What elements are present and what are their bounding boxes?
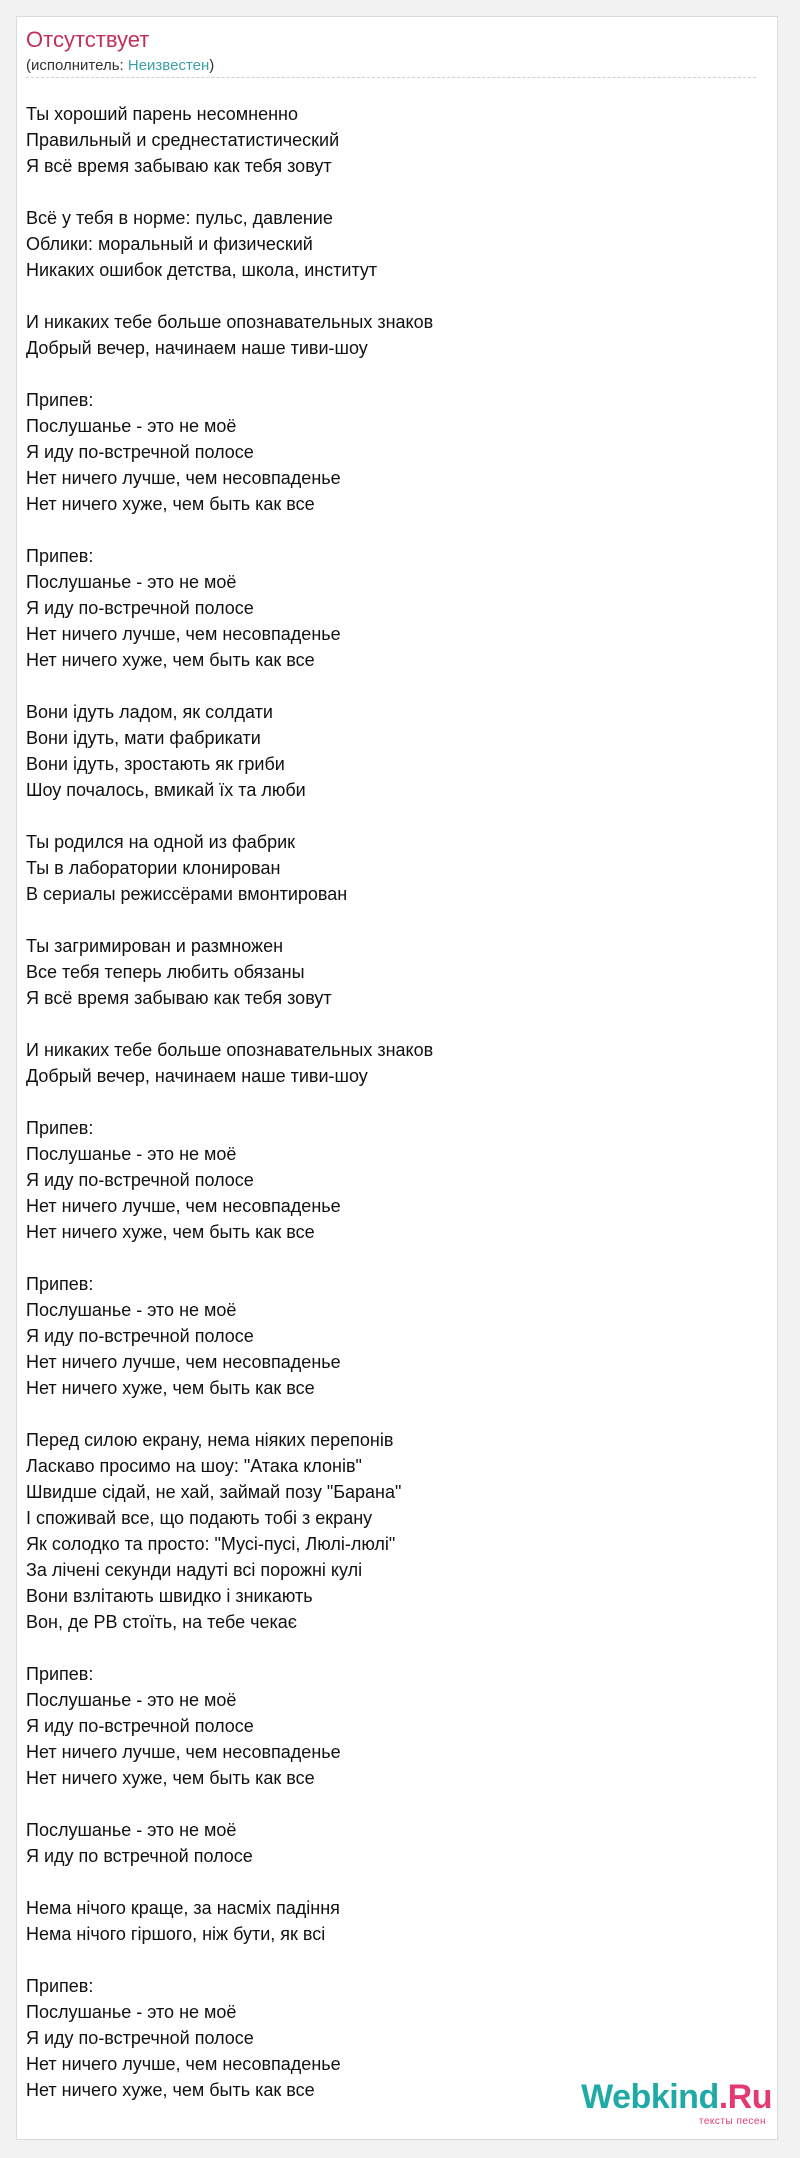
lyrics-line: Припев:: [26, 1274, 94, 1294]
lyrics-line: Я иду по встречной полосе: [26, 1846, 253, 1866]
lyrics-line: Вони ідуть, зростають як гриби: [26, 754, 285, 774]
header-divider: [26, 77, 756, 78]
lyrics-line: Вони ідуть ладом, як солдати: [26, 702, 273, 722]
lyrics-stanza: [26, 1115, 756, 1245]
lyrics-line: Я иду по-встречной полосе: [26, 442, 254, 462]
lyrics-line: Вон, де РВ стоїть, на тебе чекає: [26, 1612, 297, 1632]
lyrics-line: Припев:: [26, 1664, 94, 1684]
lyrics-line: Я всё время забываю как тебя зовут: [26, 156, 332, 176]
lyrics-line: Ты в лаборатории клонирован: [26, 858, 281, 878]
lyrics-line: Ты хороший парень несомненно: [26, 104, 299, 124]
lyrics-line: Добрый вечер, начинаем наше тиви-шоу: [26, 1066, 368, 1086]
lyrics-line: Перед силою екрану, нема ніяких перепонів: [26, 1430, 394, 1450]
lyrics-line: Вони ідуть, мати фабрикати: [26, 728, 261, 748]
lyrics-stanza: [26, 101, 756, 179]
lyrics-stanza: [26, 1817, 756, 1869]
lyrics-line: Нет ничего лучше, чем несовпаденье: [26, 624, 341, 644]
lyrics-stanza: [26, 543, 756, 673]
lyrics-stanza: [26, 1895, 756, 1947]
lyrics-line: І споживай все, що подають тобі з екрану: [26, 1508, 373, 1528]
lyrics-stanza: [26, 309, 756, 361]
lyrics-body: [26, 101, 756, 2129]
lyrics-line: Вони взлітають швидко і зникають: [26, 1586, 313, 1606]
lyrics-line: Як солодко та просто: "Мусі-пусі, Люлі-люлі": [26, 1534, 396, 1554]
logo-tagline: тексты песен: [698, 2116, 766, 2127]
artist-line: [26, 56, 214, 76]
lyrics-line: Я иду по-встречной полосе: [26, 2028, 254, 2048]
lyrics-line: Нет ничего лучше, чем несовпаденье: [26, 1196, 341, 1216]
lyrics-line: Нет ничего хуже, чем быть как все: [26, 1222, 315, 1242]
lyrics-line: Припев:: [26, 546, 94, 566]
lyrics-line: Я иду по-встречной полосе: [26, 1326, 254, 1346]
lyrics-line: Послушанье - это не моё: [26, 416, 237, 436]
artist-prefix: (исполнитель:: [26, 57, 128, 74]
lyrics-line: Швидше сідай, не хай, займай позу "Барана": [26, 1482, 402, 1502]
lyrics-line: Правильный и среднестатистический: [26, 130, 340, 150]
lyrics-line: Нет ничего лучше, чем несовпаденье: [26, 1742, 341, 1762]
lyrics-line: Добрый вечер, начинаем наше тиви-шоу: [26, 338, 368, 358]
lyrics-line: Нет ничего хуже, чем быть как все: [26, 1768, 315, 1788]
lyrics-line: Облики: моральный и физический: [26, 234, 313, 254]
lyrics-line: И никаких тебе больше опознавательных знаков: [26, 1040, 434, 1060]
lyrics-line: Я иду по-встречной полосе: [26, 598, 254, 618]
lyrics-line: В сериалы режиссёрами вмонтирован: [26, 884, 348, 904]
lyrics-line: Послушанье - это не моё: [26, 1820, 237, 1840]
lyrics-line: Послушанье - это не моё: [26, 2002, 237, 2022]
lyrics-line: Нема нічого гіршого, ніж бути, як всі: [26, 1924, 326, 1944]
lyrics-line: Послушанье - это не моё: [26, 572, 237, 592]
lyrics-line: Припев:: [26, 1976, 94, 1996]
lyrics-stanza: [26, 1271, 756, 1401]
lyrics-stanza: [26, 1427, 756, 1635]
lyrics-line: Послушанье - это не моё: [26, 1690, 237, 1710]
logo-tld: .Ru: [718, 2078, 772, 2116]
lyrics-stanza: [26, 1661, 756, 1791]
lyrics-line: Припев:: [26, 1118, 94, 1138]
lyrics-line: Послушанье - это не моё: [26, 1144, 237, 1164]
lyrics-stanza: [26, 1037, 756, 1089]
lyrics-line: Нет ничего лучше, чем несовпаденье: [26, 2054, 341, 2074]
lyrics-line: Нема нічого краще, за насміх падіння: [26, 1898, 340, 1918]
lyrics-stanza: [26, 829, 756, 907]
lyrics-stanza: [26, 387, 756, 517]
lyrics-line: Послушанье - это не моё: [26, 1300, 237, 1320]
logo-brand: Webkind: [581, 2078, 719, 2116]
lyrics-line: Ты загримирован и размножен: [26, 936, 284, 956]
artist-suffix: ): [209, 57, 215, 74]
webkind-logo[interactable]: [582, 2078, 772, 2128]
lyrics-line: Припев:: [26, 390, 94, 410]
logo-wordmark: [581, 2078, 772, 2116]
lyrics-stanza: [26, 699, 756, 803]
lyrics-line: Я иду по-встречной полосе: [26, 1716, 254, 1736]
lyrics-line: Нет ничего хуже, чем быть как все: [26, 2080, 315, 2100]
artist-link[interactable]: Неизвестен: [127, 57, 210, 74]
lyrics-line: Все тебя теперь любить обязаны: [26, 962, 305, 982]
lyrics-line: Я иду по-встречной полосе: [26, 1170, 254, 1190]
lyrics-line: Ласкаво просимо на шоу: "Атака клонів": [26, 1456, 362, 1476]
lyrics-stanza: [26, 933, 756, 1011]
lyrics-line: Никаких ошибок детства, школа, институт: [26, 260, 378, 280]
lyrics-line: Нет ничего лучше, чем несовпаденье: [26, 468, 341, 488]
lyrics-line: Нет ничего лучше, чем несовпаденье: [26, 1352, 341, 1372]
lyrics-line: И никаких тебе больше опознавательных знаков: [26, 312, 434, 332]
lyrics-line: Нет ничего хуже, чем быть как все: [26, 650, 315, 670]
lyrics-stanza: [26, 205, 756, 283]
lyrics-line: Всё у тебя в норме: пульс, давление: [26, 208, 333, 228]
lyrics-line: Ты родился на одной из фабрик: [26, 832, 296, 852]
lyrics-line: Нет ничего хуже, чем быть как все: [26, 1378, 315, 1398]
lyrics-line: Шоу почалось, вмикай їх та люби: [26, 780, 306, 800]
lyrics-line: Нет ничего хуже, чем быть как все: [26, 494, 315, 514]
song-title: Отсутствует: [26, 27, 150, 52]
lyrics-line: Я всё время забываю как тебя зовут: [26, 988, 332, 1008]
lyrics-line: За лічені секунди надуті всі порожні кулі: [26, 1560, 363, 1580]
